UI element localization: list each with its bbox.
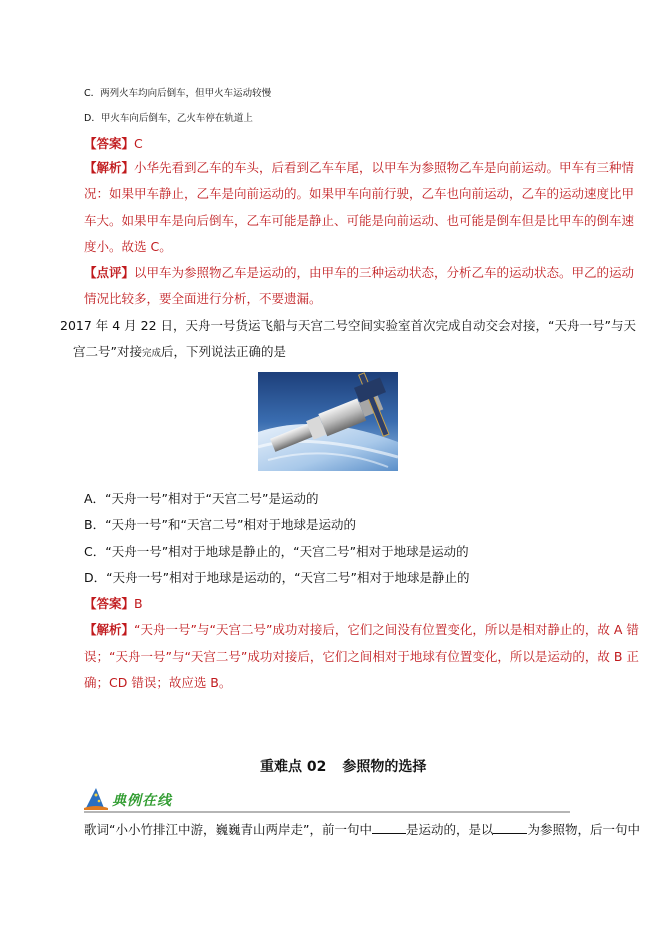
analysis-tag: 【解析】 [84,160,135,175]
analysis-line-2: 况：如果甲车静止，乙车是向前运动的。如果甲车向前行驶，乙车也向前运动，乙车的运动速度比甲 [84,186,635,201]
blank-2[interactable] [493,822,527,834]
analysis-line-1 [84,160,634,176]
section-title [260,756,426,776]
option-b: B．“天舟一号”和“天宫二号”相对于地球是运动的 [84,517,356,532]
stem-part-b: 后，下列说法正确的是 [161,344,287,359]
wizard-mascot-icon [82,786,112,812]
analysis2-line-2: 误；“天舟一号”与“天宫二号”成功对接后，它们之间相对于地球有位置变化，所以是运动的，故 B 正 [84,649,639,664]
comment-text: 以甲车为参照物乙车是运动的，由甲车的三种运动状态，分析乙车的运动状态。甲乙的运动 [134,265,635,280]
answer-line-1 [84,136,143,152]
analysis-line-3: 车大。如果甲车是向后倒车，乙车可能是静止、可能是向前运动、也可能是倒车但是比甲车的倒车速 [84,213,635,228]
analysis2-line-1 [84,622,639,638]
example-question [84,822,640,838]
option-a: A．“天舟一号”相对于“天宫二号”是运动的 [84,491,319,506]
option-d2: D．“天舟一号”相对于地球是运动的，“天宫二号”相对于地球是静止的 [84,570,470,585]
example-text-c: 为参照物，后一句中 [527,822,640,837]
answer-tag: 【答案】 [84,136,135,151]
analysis2-line-3: 确；CD 错误；故应选 B。 [84,675,232,690]
answer-value-2: B [134,596,143,611]
section-name: 参照物的选择 [342,759,427,775]
comment-tag: 【点评】 [84,265,135,280]
analysis2-text: “天舟一号”与“天宫二号”成功对接后，它们之间没有位置变化，所以是相对静止的，故 A 错 [134,622,639,637]
spacecraft-docking-photo [258,372,398,471]
answer-line-2 [84,596,143,612]
answer-value: C [134,136,143,151]
blank-1[interactable] [372,822,406,834]
section-divider [84,811,570,813]
example-banner [82,786,202,812]
comment-line-1 [84,265,634,281]
comment-line-2: 情况比较多，要全面进行分析，不要遗漏。 [84,291,322,306]
example-text-b: 是运动的，是以 [405,822,494,837]
analysis-line-4: 度小。故选 C。 [84,239,172,254]
option-c2: C．“天舟一号”相对于地球是静止的，“天宫二号”相对于地球是运动的 [84,544,469,559]
section-number: 重难点 02 [260,759,327,775]
example-text-a: 歌词“小小竹排江中游，巍巍青山两岸走”，前一句中 [84,822,372,837]
answer-tag-2: 【答案】 [84,596,135,611]
question-stem-line-1: 2017 年 4 月 22 日，天舟一号货运飞船与天宫二号空间实验室首次完成自动交会对接，“天舟一号”与天 [60,318,636,333]
analysis-text: 小华先看到乙车的车头，后看到乙车车尾，以甲车为参照物乙车是向前运动。甲车有三种情 [134,160,635,175]
stem-part-a: 宫二号”对接 [73,344,142,359]
option-d: D．甲火车向后倒车，乙火车停在轨道上 [84,113,253,124]
question-stem-line-2 [73,344,286,362]
example-banner-text: 典例在线 [112,793,172,809]
analysis2-tag: 【解析】 [84,622,135,637]
option-c: C．两列火车均向后倒车，但甲火车运动较慢 [84,88,272,99]
stem-part-small: 完成 [141,348,161,359]
